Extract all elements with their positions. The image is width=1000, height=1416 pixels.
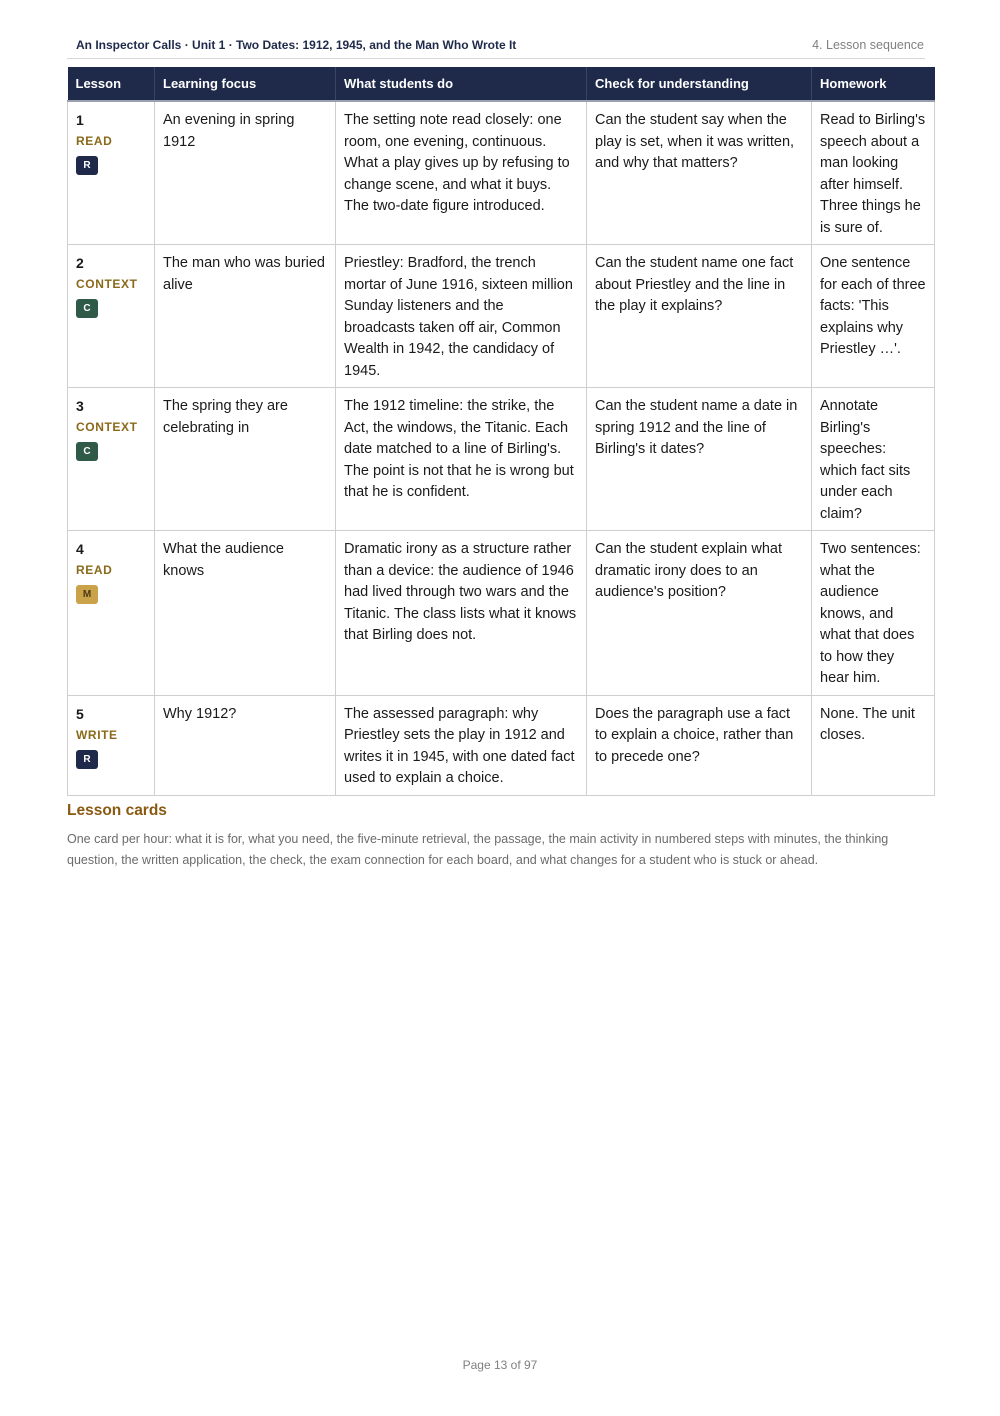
lesson-badge: M: [76, 585, 98, 604]
lesson-cell: [68, 101, 155, 245]
lesson-kind-label: CONTEXT: [76, 277, 138, 291]
learning-focus-cell: An evening in spring 1912: [155, 101, 336, 245]
lesson-badge: C: [76, 442, 98, 461]
homework-cell: Read to Birling's speech about a man looking after himself. Three things he is sure of.: [812, 101, 935, 245]
lesson-cell: [68, 531, 155, 696]
table-row: [68, 245, 935, 388]
lesson-kind-label: READ: [76, 563, 113, 577]
activity-cell: The 1912 timeline: the strike, the Act, the windows, the Titanic. Each date matched to a line of Birling's. The point is not that he is wrong but that he is confident.: [336, 388, 587, 531]
lesson-cell: [68, 245, 155, 388]
activity-cell: Priestley: Bradford, the trench mortar of June 1916, sixteen million Sunday listeners and the broadcasts taken off air, Common Wealth in 1942, the candidacy of 1945.: [336, 245, 587, 388]
lesson-kind-label: WRITE: [76, 727, 118, 742]
column-header-learning-focus: Learning focus: [155, 67, 336, 101]
lesson-cell: [68, 695, 155, 795]
column-header-what-students-do: What students do: [336, 67, 587, 101]
lesson-badge: R: [76, 156, 98, 175]
lesson-badge: C: [76, 299, 98, 318]
homework-cell: Two sentences: what the audience knows, and what that does to how they hear him.: [812, 531, 935, 696]
lesson-number: 5: [76, 705, 84, 722]
section-label: 4. Lesson sequence: [812, 38, 924, 52]
learning-focus-cell: The spring they are celebrating in: [155, 388, 336, 531]
lesson-number: 1: [76, 112, 84, 128]
homework-cell: None. The unit closes.: [812, 695, 935, 795]
document-title: An Inspector Calls · Unit 1 · Two Dates: 1912, 1945, and the Man Who Wrote It: [76, 38, 517, 52]
lesson-number: 2: [76, 255, 84, 271]
learning-focus-cell: The man who was buried alive: [155, 245, 336, 388]
table-row: [68, 531, 935, 696]
activity-cell: The assessed paragraph: why Priestley sets the play in 1912 and writes it in 1945, with one dated fact used to explain a choice.: [336, 695, 587, 795]
learning-focus-cell: What the audience knows: [155, 531, 336, 696]
lesson-number: 4: [76, 541, 84, 557]
table-row: [68, 101, 935, 245]
activity-cell: The setting note read closely: one room, one evening, continuous. What a play gives up by refusing to change scene, and what it buys. The two-date figure introduced.: [336, 101, 587, 245]
lesson-kind-label: READ: [76, 134, 113, 148]
check-cell: Does the paragraph use a fact to explain a choice, rather than to precede one?: [587, 695, 812, 795]
lesson-cards-heading: Lesson cards: [67, 802, 167, 819]
check-cell: Can the student explain what dramatic irony does to an audience's position?: [587, 531, 812, 696]
check-cell: Can the student name one fact about Priestley and the line in the play it explains?: [587, 245, 812, 388]
learning-focus-cell: Why 1912?: [155, 695, 336, 795]
column-header-check-for-understanding: Check for understanding: [587, 67, 812, 101]
column-header-homework: Homework: [812, 67, 935, 101]
activity-cell: Dramatic irony as a structure rather than a device: the audience of 1946 had lived through two wars and the Titanic. The class lists what it knows that Birling does not.: [336, 531, 587, 696]
lesson-cell: [68, 388, 155, 531]
homework-cell: Annotate Birling's speeches: which fact sits under each claim?: [812, 388, 935, 531]
homework-cell: One sentence for each of three facts: 'This explains why Priestley …'.: [812, 245, 935, 388]
page-number: Page 13 of 97: [462, 1358, 538, 1372]
lesson-badge: R: [76, 750, 98, 769]
table-header-row: [68, 67, 935, 101]
lesson-sequence-table: [67, 67, 935, 796]
column-header-lesson: Lesson: [68, 67, 155, 101]
check-cell: Can the student say when the play is set, when it was written, and why that matters?: [587, 101, 812, 245]
running-header: [67, 38, 925, 59]
lesson-cards-description: One card per hour: what it is for, what you need, the five-minute retrieval, the passage, the main activity in numbered steps with minutes, the thinking question, the written application, the check, the exam connection for each board, and what changes for a student who is stuck or ahead.: [67, 832, 889, 867]
lesson-number: 3: [76, 398, 84, 414]
check-cell: Can the student name a date in spring 1912 and the line of Birling's it dates?: [587, 388, 812, 531]
table-row: [68, 388, 935, 531]
lesson-kind-label: CONTEXT: [76, 420, 138, 434]
table-row: [68, 695, 935, 795]
